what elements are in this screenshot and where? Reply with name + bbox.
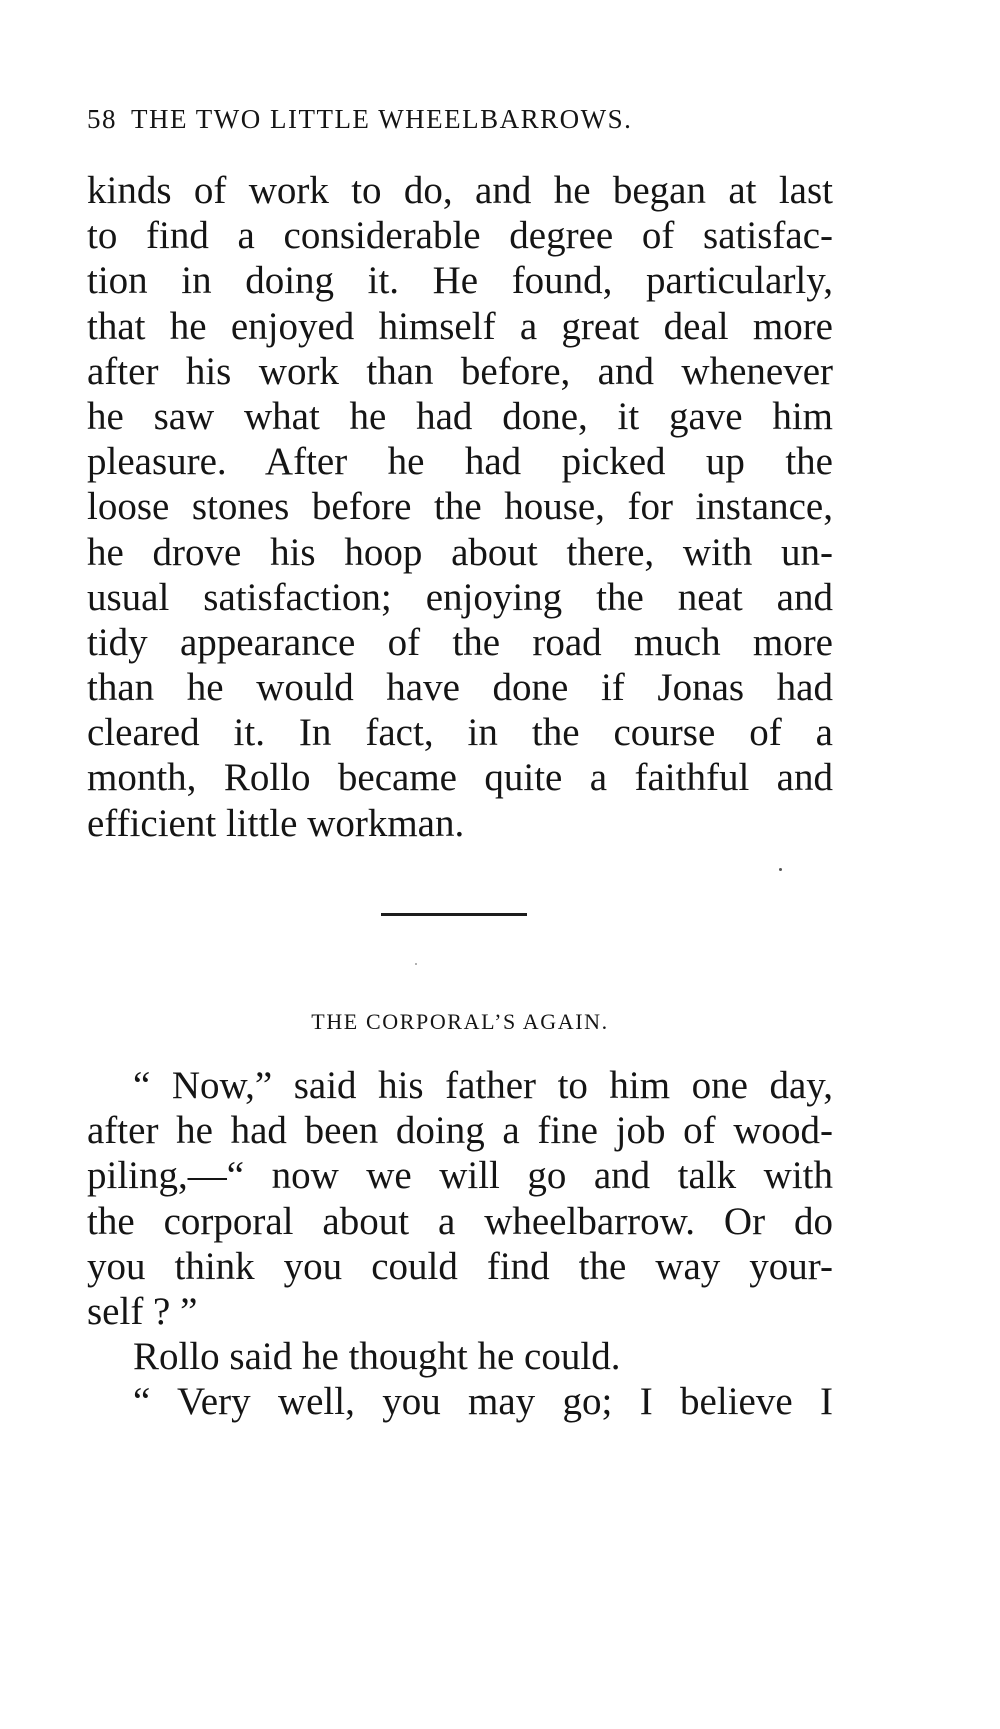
text-line: tidy appearance of the road much more (87, 620, 833, 664)
text-line: loose stones before the house, for instance, (87, 485, 833, 529)
section-heading: THE CORPORAL’S AGAIN. (311, 1009, 609, 1034)
text-line: month, Rollo became quite a faithful and (87, 756, 833, 800)
text-line: that he enjoyed himself a great deal more (87, 304, 833, 348)
text-line: “ Very well, you may go; I believe I (133, 1380, 833, 1424)
paragraph (87, 168, 833, 846)
text-line: he saw what he had done, it gave him (87, 394, 833, 438)
text-line: to find a considerable degree of satisfac- (87, 214, 833, 258)
text-line: self ? ” (87, 1289, 198, 1333)
text-line: he drove his hoop about there, with un- (87, 530, 833, 574)
text-line: than he would have done if Jonas had (87, 666, 833, 710)
paragraph (87, 1063, 833, 1425)
running-title: THE TWO LITTLE WHEELBARROWS. (131, 104, 633, 134)
text-line: tion in doing it. He found, particularly, (87, 259, 833, 303)
text-line: Rollo said he thought he could. (133, 1335, 621, 1379)
text-line: you think you could find the way your- (87, 1244, 833, 1288)
text-line: “ Now,” said his father to him one day, (133, 1064, 833, 1107)
section-divider (381, 913, 527, 916)
running-header (87, 102, 847, 136)
text-line: kinds of work to do, and he began at last (87, 169, 833, 212)
text-line: after his work than before, and whenever (87, 349, 833, 393)
print-speck (779, 868, 782, 871)
text-line: efficient little workman. (87, 801, 465, 845)
print-speck (415, 963, 417, 965)
text-line: usual satisfaction; enjoying the neat and (87, 575, 833, 619)
text-line: pleasure. After he had picked up the (87, 440, 833, 484)
text-line: piling,—“ now we will go and talk with (87, 1154, 833, 1198)
text-line: the corporal about a wheelbarrow. Or do (87, 1199, 833, 1243)
text-line: after he had been doing a fine job of wood- (87, 1109, 833, 1153)
text-line: cleared it. In fact, in the course of a (87, 711, 833, 755)
page-number: 58 (87, 104, 117, 134)
